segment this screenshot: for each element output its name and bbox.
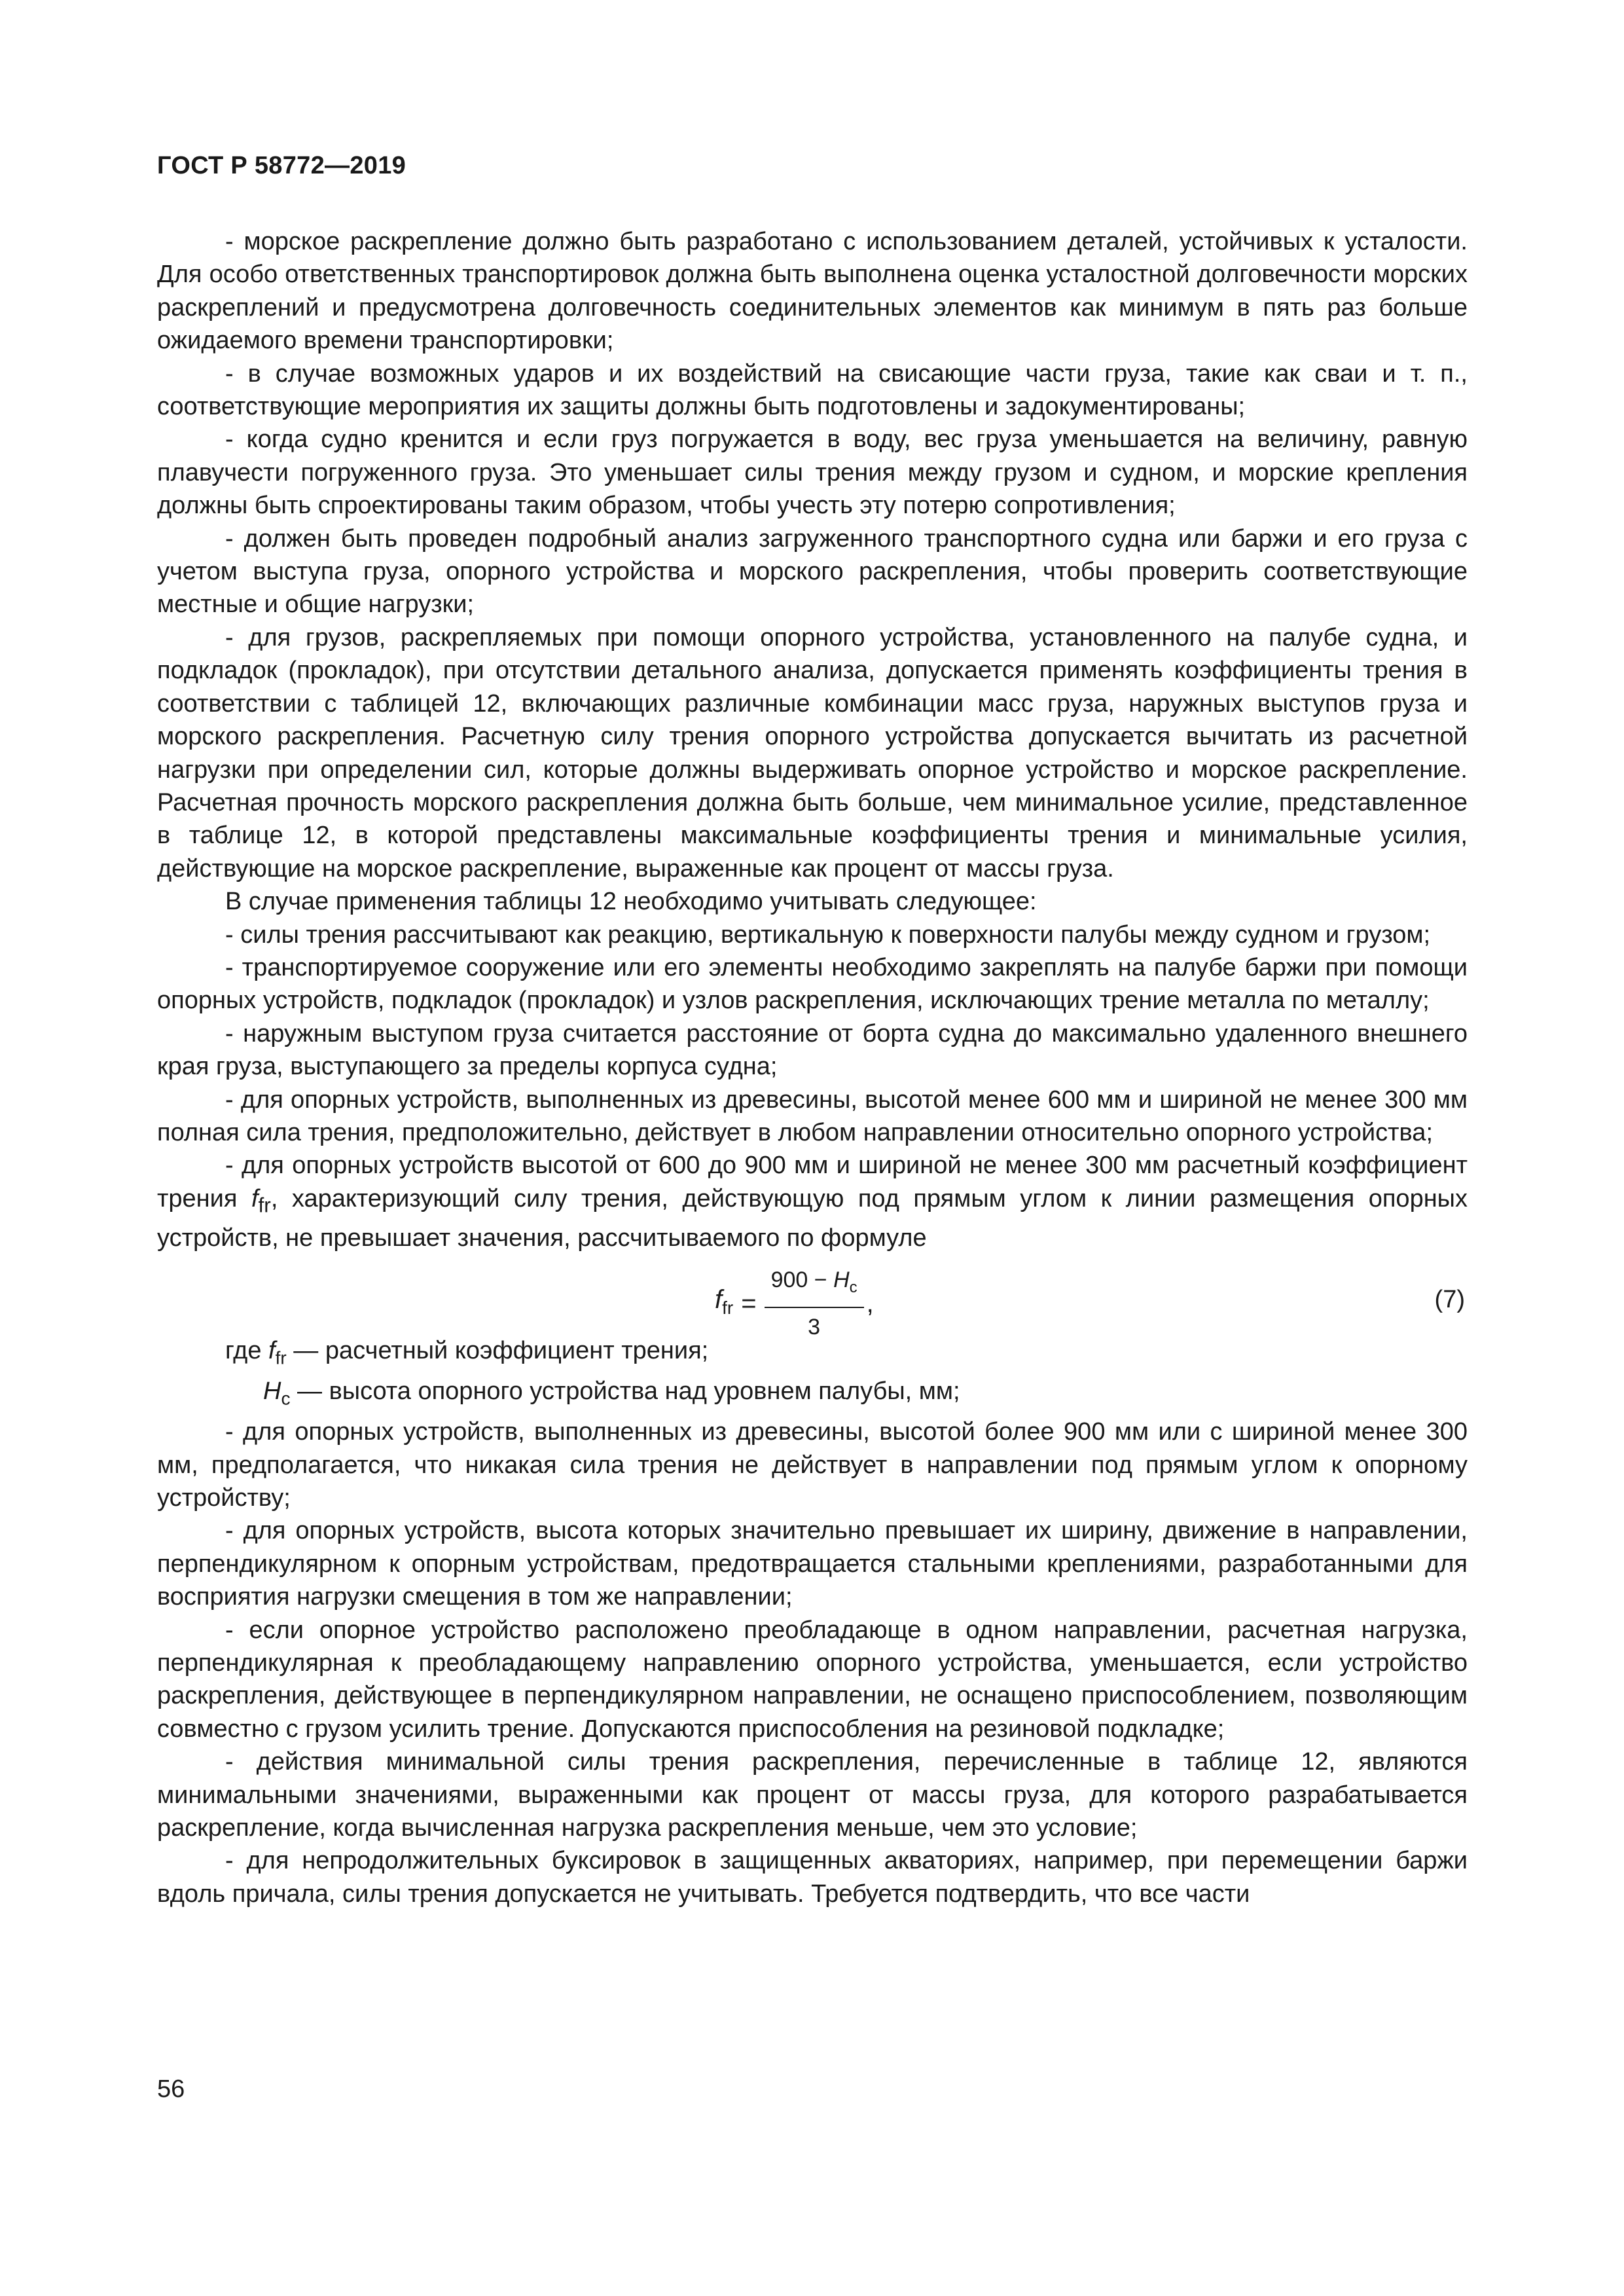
paragraph: - действия минимальной силы трения раскрепления, перечисленные в таблице 12, являются минимальными значениями, выраженными как процент от массы груза, для которого разрабатывается раскрепление, когда вычисленная нагрузка раскрепления меньше, чем это условие; xyxy=(157,1748,1468,1842)
paragraph: - транспортируемое сооружение или его элементы необходимо закреплять на палубе баржи при помощи опорных устройств, подкладок (прокладок) и узлов раскрепления, исключающих трение металла по металлу; xyxy=(157,953,1468,1015)
paragraph: - для грузов, раскрепляемых при помощи опорного устройства, установленного на палубе судна, и подкладок (прокладок), при отсутствии детального анализа, допускается применять коэффициенты трения в соответствии с таблицей 12, включающих различные комбинации масс груза, наружных выступов груза и морского раскрепления. Расчетную силу трения опорного устройства допускается вычитать из расчетной нагрузки при определении сил, которые должны выдерживать опорное устройство и морское раскрепление. Расчетная прочность морского раскрепления должна быть больше, чем минимальное усилие, представленное в таблице 12, в которой представлены максимальные коэффициенты трения и минимальные усилия, действующие на морское раскрепление, выраженные как процент от массы груза. xyxy=(157,623,1468,883)
where-symbol-sub: fr xyxy=(275,1347,287,1368)
paragraph: - для опорных устройств, высота которых значительно превышает их ширину, движение в направлении, перпендикулярном к опорным устройствам, предотвращается стальными креплениями, разработанными для восприятия нагрузки смещения в том же направлении; xyxy=(157,1517,1468,1611)
formula-intro-symbol: f xyxy=(251,1184,259,1212)
paragraph: - когда судно кренится и если груз погружается в воду, вес груза уменьшается на величину, равную плавучести погруженного груза. Это уменьшает силы трения между грузом и судном, и морские крепления должны быть спроектированы таким образом, чтобы учесть эту потерю сопротивления; xyxy=(157,426,1468,520)
paragraph: - в случае возможных ударов и их воздействий на свисающие части груза, такие как сваи и т. п., соответствующие мероприятия их защиты должны быть подготовлены и задокументированы; xyxy=(157,359,1468,421)
formula-equals: = xyxy=(741,1289,757,1319)
formula-numerator-sub: c xyxy=(849,1278,857,1296)
formula-trailing: , xyxy=(866,1289,874,1319)
formula-block xyxy=(157,1257,1468,1340)
paragraph: - морское раскрепление должно быть разработано с использованием деталей, устойчивых к усталости. Для особо ответственных транспортировок должна быть выполнена оценка усталостной долговечности морских раскреплений и предусмотрена долговечность соединительных элементов как минимум в пять раз больше ожидаемого времени транспортировки; xyxy=(157,228,1468,355)
where-symbol: f xyxy=(268,1337,276,1365)
paragraph: - для непродолжительных буксировок в защищенных акваториях, например, при перемещении баржи вдоль причала, силы трения допускается не учитывать. Требуется подтвердить, что все части xyxy=(157,1847,1468,1908)
body-text xyxy=(157,225,1468,1910)
formula-denominator: 3 xyxy=(808,1315,821,1340)
paragraph: - для опорных устройств, выполненных из древесины, высотой более 900 мм или с шириной менее 300 мм, предполагается, что никакая сила трения не действует в направлении под прямым углом к опорному устройству; xyxy=(157,1418,1468,1512)
formula-intro-before: - для опорных устройств высотой от 600 до 900 мм и шириной не менее 300 мм расчетный коэффициент трения xyxy=(157,1152,1468,1212)
variable-definition xyxy=(157,1375,1468,1415)
formula-numerator-var: H xyxy=(833,1267,850,1293)
formula-intro-symbol-sub: fr xyxy=(258,1193,271,1217)
formula-intro-after: , характеризующий силу трения, действующую под прямым углом к линии размещения опорных устройств, не превышает значения, рассчитываемого по формуле xyxy=(157,1184,1468,1252)
paragraph: В случае применения таблицы 12 необходимо учитывать следующее: xyxy=(225,888,1037,916)
paragraph: - силы трения рассчитывают как реакцию, вертикальную к поверхности палубы между судном и грузом; xyxy=(225,920,1431,949)
formula-numerator-prefix: 900 − xyxy=(770,1267,834,1293)
formula-lhs xyxy=(715,1283,733,1324)
formula-7 xyxy=(715,1264,874,1344)
formula-lhs-symbol: f xyxy=(715,1285,723,1314)
formula-fraction xyxy=(765,1264,864,1344)
equation-number: (7) xyxy=(1434,1286,1465,1314)
var-symbol: H xyxy=(263,1377,281,1406)
page-number: 56 xyxy=(157,2075,185,2103)
formula-numerator xyxy=(765,1264,864,1308)
where-prefix: где xyxy=(225,1337,269,1365)
paragraph: - наружным выступом груза считается расстояние от борта судна до максимально удаленного внешнего края груза, выступающего за пределы корпуса судна; xyxy=(157,1019,1468,1081)
formula-lhs-sub: fr xyxy=(722,1297,734,1318)
formula-intro-paragraph xyxy=(157,1149,1468,1254)
paragraph: - если опорное устройство расположено преобладающе в одном направлении, расчетная нагрузка, перпендикулярная к преобладающему направлению опорного устройства, уменьшается, если устройство раскрепления, действующее в перпендикулярном направлении, не оснащено приспособлением, позволяющим совместно с грузом усилить трение. Допускаются приспособления на резиновой подкладке; xyxy=(157,1616,1468,1743)
var-text: — высота опорного устройства над уровнем палубы, мм; xyxy=(290,1377,960,1406)
document-header: ГОСТ Р 58772—2019 xyxy=(157,152,406,179)
paragraph: - должен быть проведен подробный анализ загруженного транспортного судна или баржи и его груза с учетом выступа груза, опорного устройства и морского раскрепления, чтобы проверить соответствующие местные и общие нагрузки; xyxy=(157,524,1468,619)
paragraph: - для опорных устройств, выполненных из древесины, высотой менее 600 мм и шириной не менее 300 мм полная сила трения, предположительно, действует в любом направлении относительно опорного устройства; xyxy=(157,1085,1468,1146)
var-symbol-sub: c xyxy=(281,1388,291,1409)
where-text: — расчетный коэффициент трения; xyxy=(286,1337,709,1365)
